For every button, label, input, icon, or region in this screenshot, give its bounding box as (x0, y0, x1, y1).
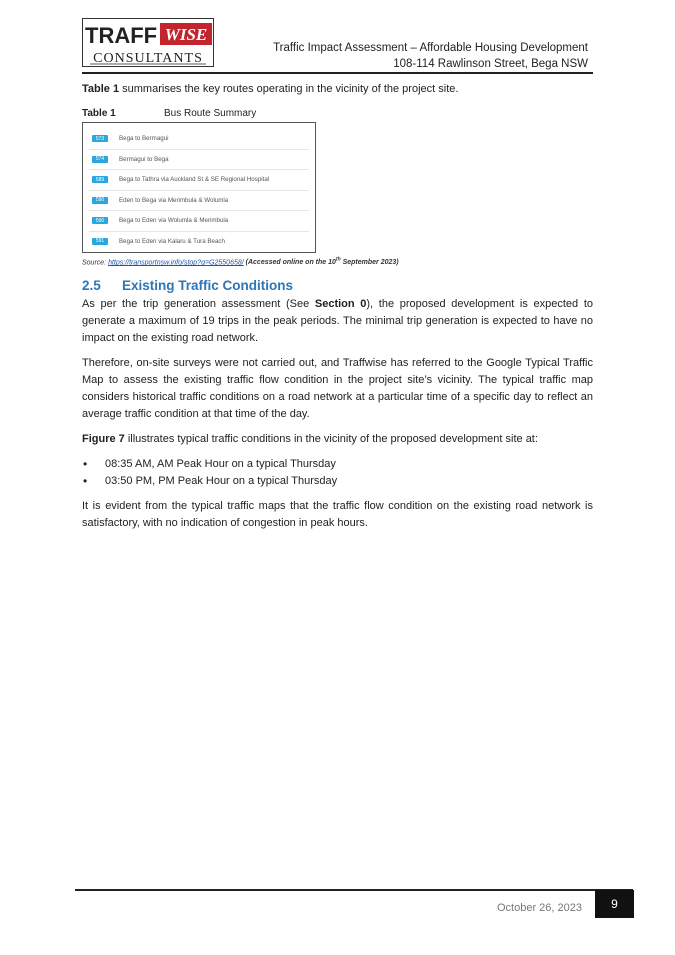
route-name: Bega to Eden via Kalaru & Tura Beach (119, 237, 225, 245)
intro-text: summarises the key routes operating in the vicinity of the project site. (119, 83, 459, 95)
header-title-line1: Traffic Impact Assessment – Affordable Housing Development (273, 42, 588, 54)
source-prefix: Source: (82, 259, 109, 267)
section-title: Existing Traffic Conditions (122, 278, 294, 293)
p3-text: illustrates typical traffic conditions in the vicinity of the proposed development site at: (124, 433, 538, 445)
route-number-badge: 590 (92, 217, 108, 224)
route-number-badge: 590 (92, 197, 108, 204)
table-label: Table 1 (82, 108, 116, 119)
footer-date: October 26, 2023 (497, 902, 583, 914)
route-row (89, 150, 309, 171)
logo-word-sub: CONSULTANTS (93, 51, 203, 66)
section-number: 2.5 (82, 278, 101, 293)
route-name: Bermagui to Bega (119, 155, 169, 163)
source-suffix-end: September 2023) (340, 259, 399, 267)
route-name: Bega to Tathra via Auckland St & SE Regional Hospital (119, 176, 270, 184)
bus-route-summary (82, 122, 316, 253)
source-suffix: (Accessed online on the 10 (243, 259, 336, 267)
route-row (89, 232, 309, 252)
peak-hour-list (82, 456, 337, 490)
page-number: 9 (595, 890, 634, 918)
logo-word-main: TRAFF (85, 23, 158, 48)
route-row (89, 211, 309, 232)
table-ref: Table 1 (82, 83, 120, 95)
route-row (89, 170, 309, 191)
route-name: Bega to Bermagui (119, 135, 169, 143)
paragraph-trip-generation (82, 296, 593, 347)
logo-word-script: WISE (164, 25, 208, 44)
paragraph-figure-ref (82, 431, 593, 448)
route-number-badge: 574 (92, 156, 108, 163)
section-heading (82, 278, 293, 293)
header-rule (82, 72, 593, 74)
traffwise-logo (82, 18, 214, 67)
footer-rule (75, 889, 633, 891)
table-source (82, 257, 399, 266)
route-name: Eden to Bega via Merimbula & Wolumla (119, 196, 229, 204)
paragraph-typical-traffic-map: Therefore, on-site surveys were not carried out, and Traffwise has referred to the Google Typical Traffic Map to assess the existing traffic flow condition in the project site’s vicinity. The typical traffic map considers historical traffic conditions on a road network at a particular time of a specific day to reflect an average traffic condition at that time of the day. (82, 357, 593, 420)
route-row (89, 129, 309, 150)
table-caption (82, 108, 256, 119)
route-number-badge: 589 (92, 176, 108, 183)
list-item: • 08:35 AM, AM Peak Hour on a typical Thursday (82, 456, 337, 472)
intro-paragraph (82, 81, 593, 98)
paragraph-conclusion: It is evident from the typical traffic maps that the traffic flow condition on the existing road network is satisfactory, with no indication of congestion in peak hours. (82, 500, 593, 529)
header-title-line2: 108-114 Rawlinson Street, Bega NSW (393, 58, 588, 70)
route-row (89, 191, 309, 212)
p1-text-a: As per the trip generation assessment (See (82, 298, 315, 310)
table-caption-text: Bus Route Summary (164, 108, 257, 119)
section-ref: Section 0 (314, 298, 367, 310)
p1-text-b: ), the proposed development is expected to generate a maximum of 19 trips in the peak periods. The minimal trip generation is expected to have no impact on the existing road network. (82, 298, 593, 344)
source-link[interactable]: https://transportnsw.info/stop?q=G2550658/ (108, 259, 244, 267)
figure-ref: Figure 7 (82, 433, 125, 445)
route-name: Bega to Eden via Wolumla & Merimbula (119, 217, 229, 225)
header-title (273, 40, 588, 72)
list-item: • 03:50 PM, PM Peak Hour on a typical Thursday (82, 473, 337, 489)
source-sup: th (335, 257, 341, 263)
route-number-badge: 573 (92, 135, 108, 142)
route-number-badge: 591 (92, 238, 108, 245)
